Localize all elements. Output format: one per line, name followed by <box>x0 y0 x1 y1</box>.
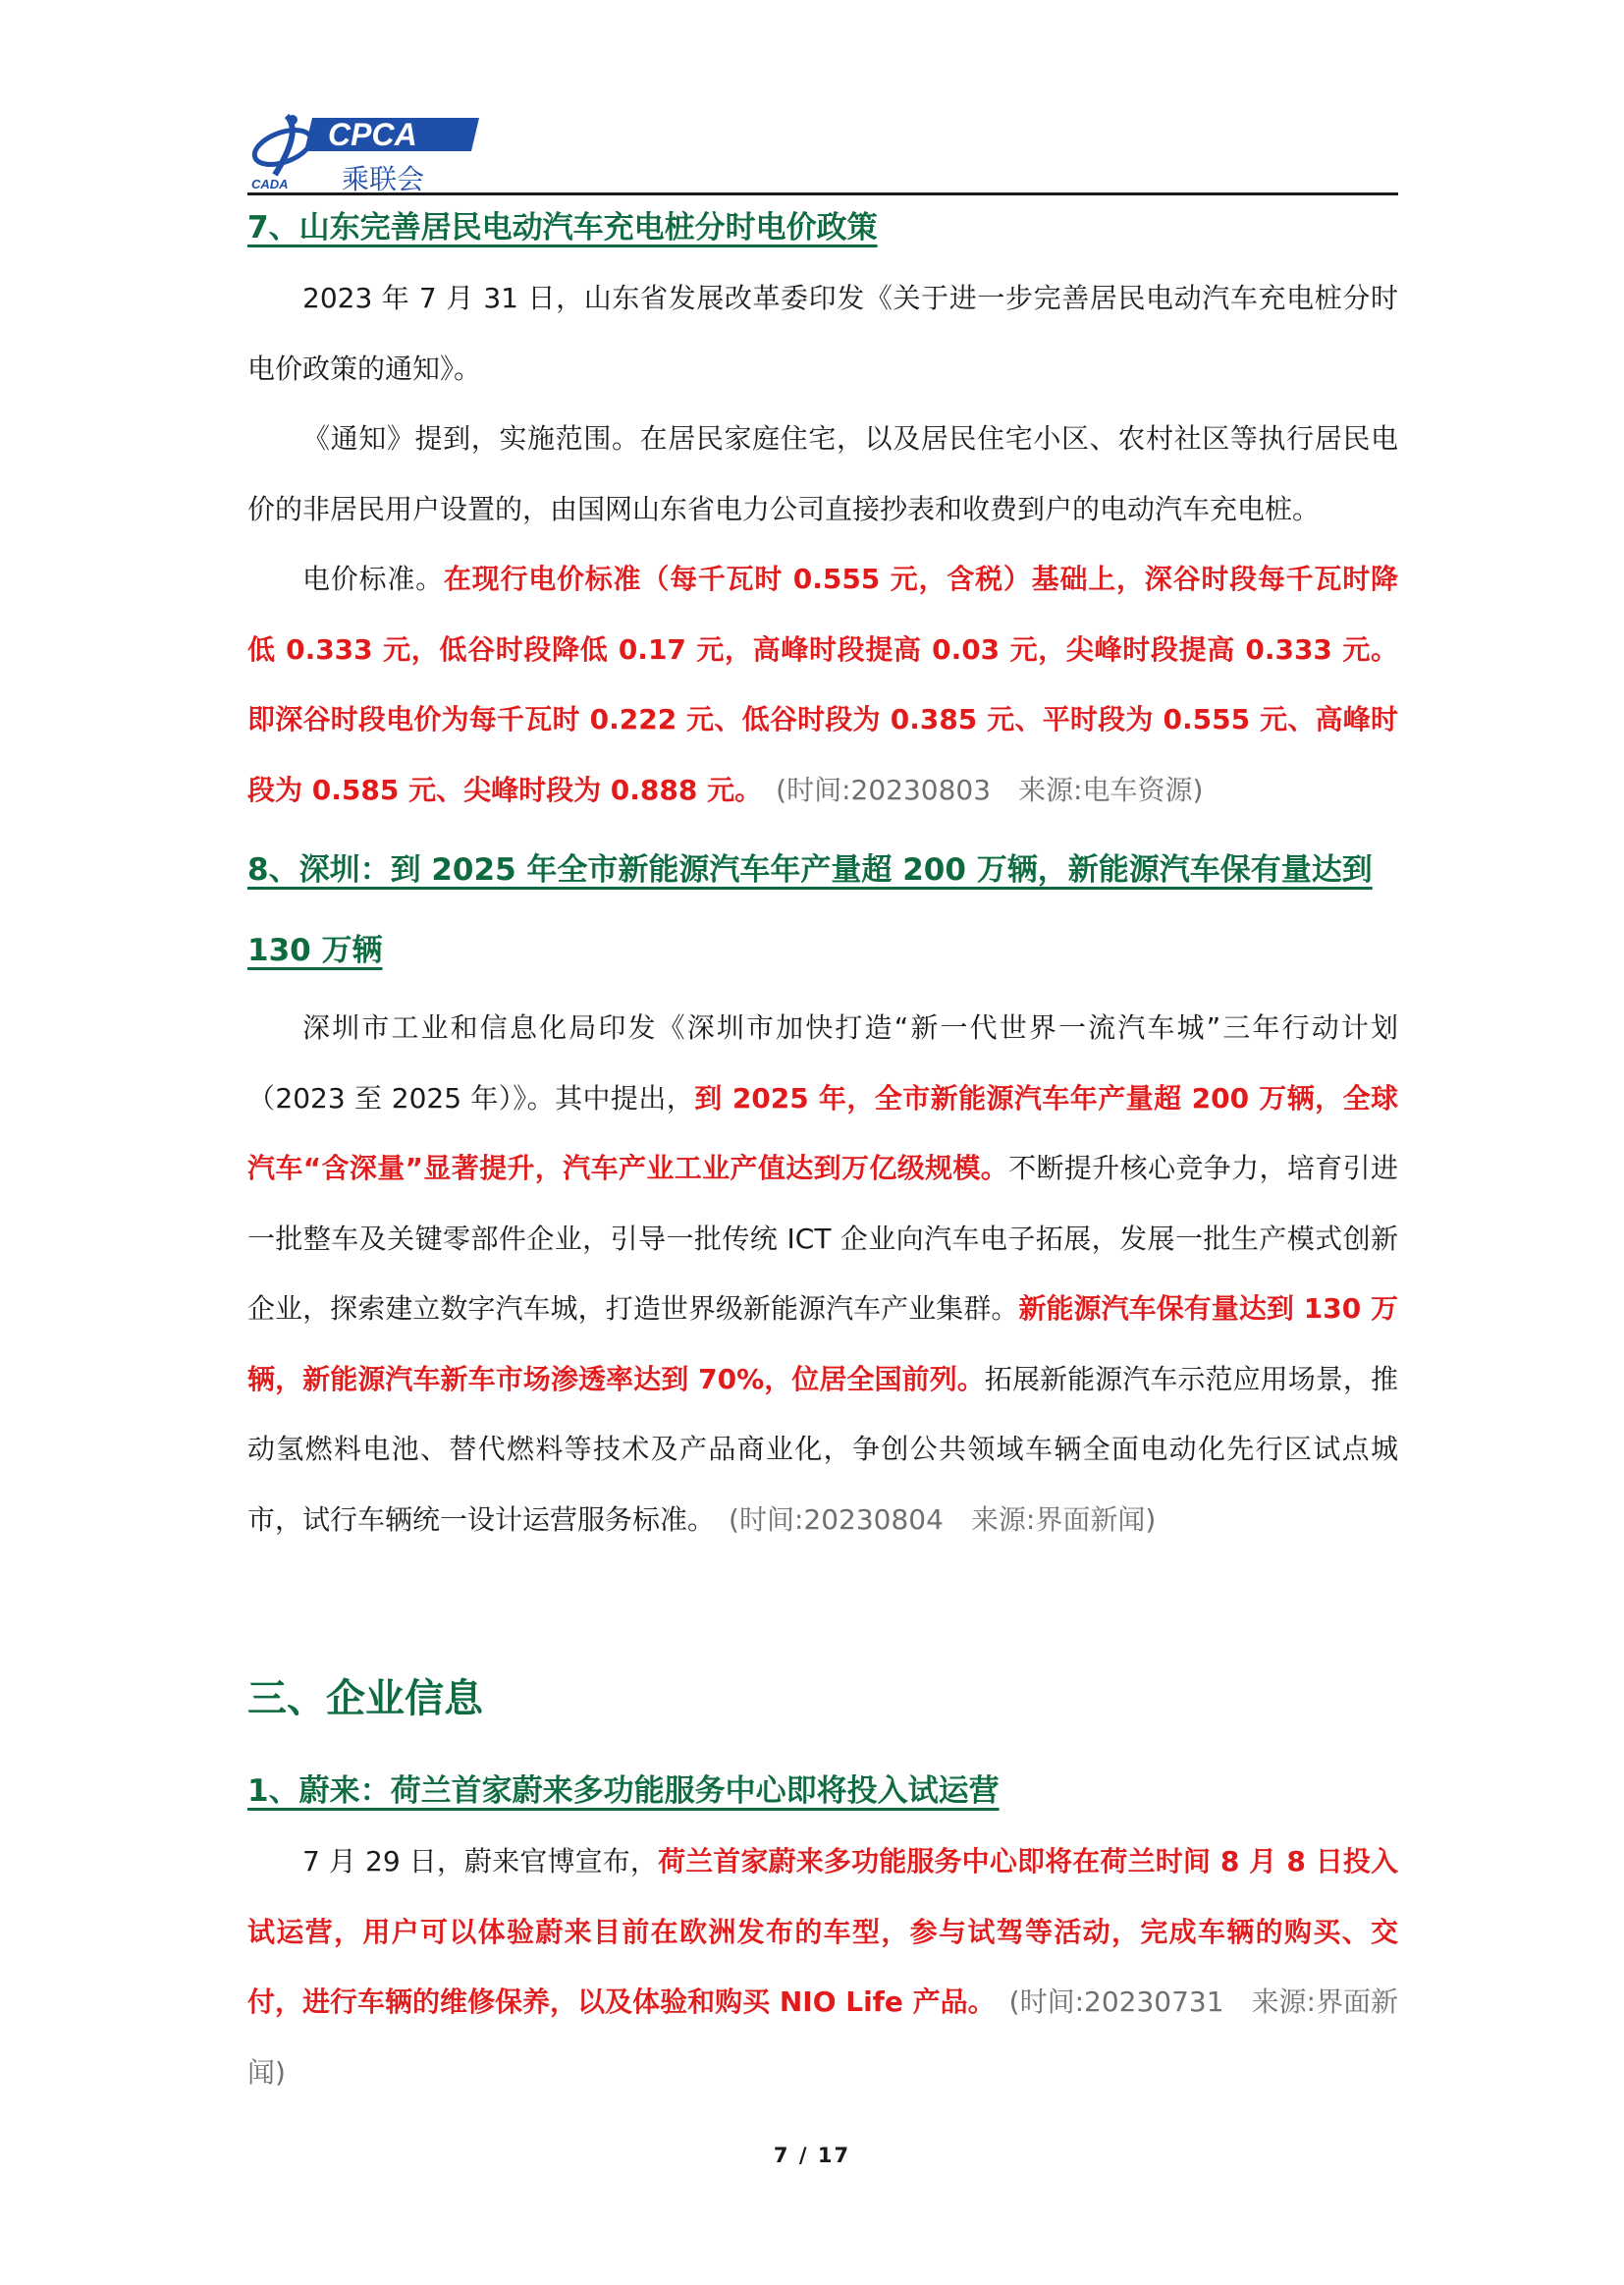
page-number: 7 / 17 <box>773 2144 851 2167</box>
company-1-paragraph-1 <box>247 1826 1398 2107</box>
news-8-text-c: 拓展新能源汽车示范应用场景，推动氢燃料电池、替代燃料等技术及产品商业化，争创公共领域车辆全面电动化先行区试点城市，试行车辆统一设计运营服务标准。 <box>247 1362 1398 1536</box>
news-7-paragraph-1: 2023 年 7 月 31 日，山东省发展改革委印发《关于进一步完善居民电动汽车充电桩分时电价政策的通知》。 <box>247 282 1398 385</box>
logo-mark: CADA <box>251 177 289 191</box>
news-8-text-b: 不断提升核心竞争力，培育引进一批整车及关键零部件企业，引导一批传统 ICT 企业向汽车电子拓展，发展一批生产模式创新企业，探索建立数字汽车城，打造世界级新能源汽车产业集群。 <box>247 1152 1398 1325</box>
logo-text: CPCA <box>328 117 417 152</box>
news-8-highlight-1: 到 2025 年，全市新能源汽车年产量超 200 万辆，全球汽车“含深量”显著提升，汽车产业工业产值达到万亿级规模。 <box>247 1081 1399 1184</box>
news-8-highlight-2: 新能源汽车保有量达到 130 万辆，新能源汽车新车市场渗透率达到 70%，位居全国前列。 <box>247 1292 1398 1395</box>
company-item-1 <box>247 1756 1398 2107</box>
company-1-highlight: 荷兰首家蔚来多功能服务中心即将在荷兰时间 8 月 8 日投入试运营，用户可以体验蔚来目前在欧洲发布的车型，参与试驾等活动，完成车辆的购买、交付，进行车辆的维修保养，以及体验和购买 NIO Life 产品。 <box>247 1845 1398 2018</box>
news-item-8 <box>247 830 1398 1554</box>
section-3 <box>247 1669 1398 1728</box>
news-8-paragraph-1 <box>247 993 1398 1554</box>
company-1-source: (时间:20230731 来源:界面新闻) <box>247 1986 1398 2089</box>
logo-subtitle: 乘联会 <box>342 163 425 192</box>
news-8-text-a: 深圳市工业和信息化局印发《深圳市加快打造“新一代世界一流汽车城”三年行动计划（2023 至 2025 年）》。其中提出， <box>247 1011 1398 1115</box>
company-1-text-a: 7 月 29 日，蔚来官博宣布， <box>302 1845 659 1877</box>
news-8-source: (时间:20230804 来源:界面新闻) <box>729 1502 1157 1536</box>
news-item-7 <box>247 192 1398 825</box>
section-title: 三、企业信息 <box>247 1676 483 1721</box>
company-title-1: 1、蔚来：荷兰首家蔚来多功能服务中心即将投入试运营 <box>247 1773 1000 1809</box>
page-header <box>247 110 1398 194</box>
news-7-source: (时间:20230803 来源:电车资源) <box>776 773 1204 806</box>
news-7-paragraph-2: 《通知》提到，实施范围。在居民家庭住宅，以及居民住宅小区、农村社区等执行居民电价的非居民用户设置的，由国网山东省电力公司直接抄表和收费到户的电动汽车充电桩。 <box>247 422 1398 525</box>
news-title-8: 8、深圳：到 2025 年全市新能源汽车年产量超 200 万辆，新能源汽车保有量达到 130 万辆 <box>247 852 1373 968</box>
news-7-lead: 电价标准。 <box>302 563 444 595</box>
news-7-highlight: 在现行电价标准（每千瓦时 0.555 元，含税）基础上，深谷时段每千瓦时降低 0.333 元，低谷时段降低 0.17 元，高峰时段提高 0.03 元，尖峰时段提高 0.333 元。即深谷时段电价为每千瓦时 0.222 元、低谷时段为 0.385 元、平时段为 0.555 元、高峰时段为 0.585 元、尖峰时段为 0.888 元。 <box>247 563 1398 806</box>
news-7-paragraph-3 <box>247 544 1398 825</box>
news-title-7: 7、山东完善居民电动汽车充电桩分时电价政策 <box>247 210 878 245</box>
cpca-logo <box>247 110 483 192</box>
